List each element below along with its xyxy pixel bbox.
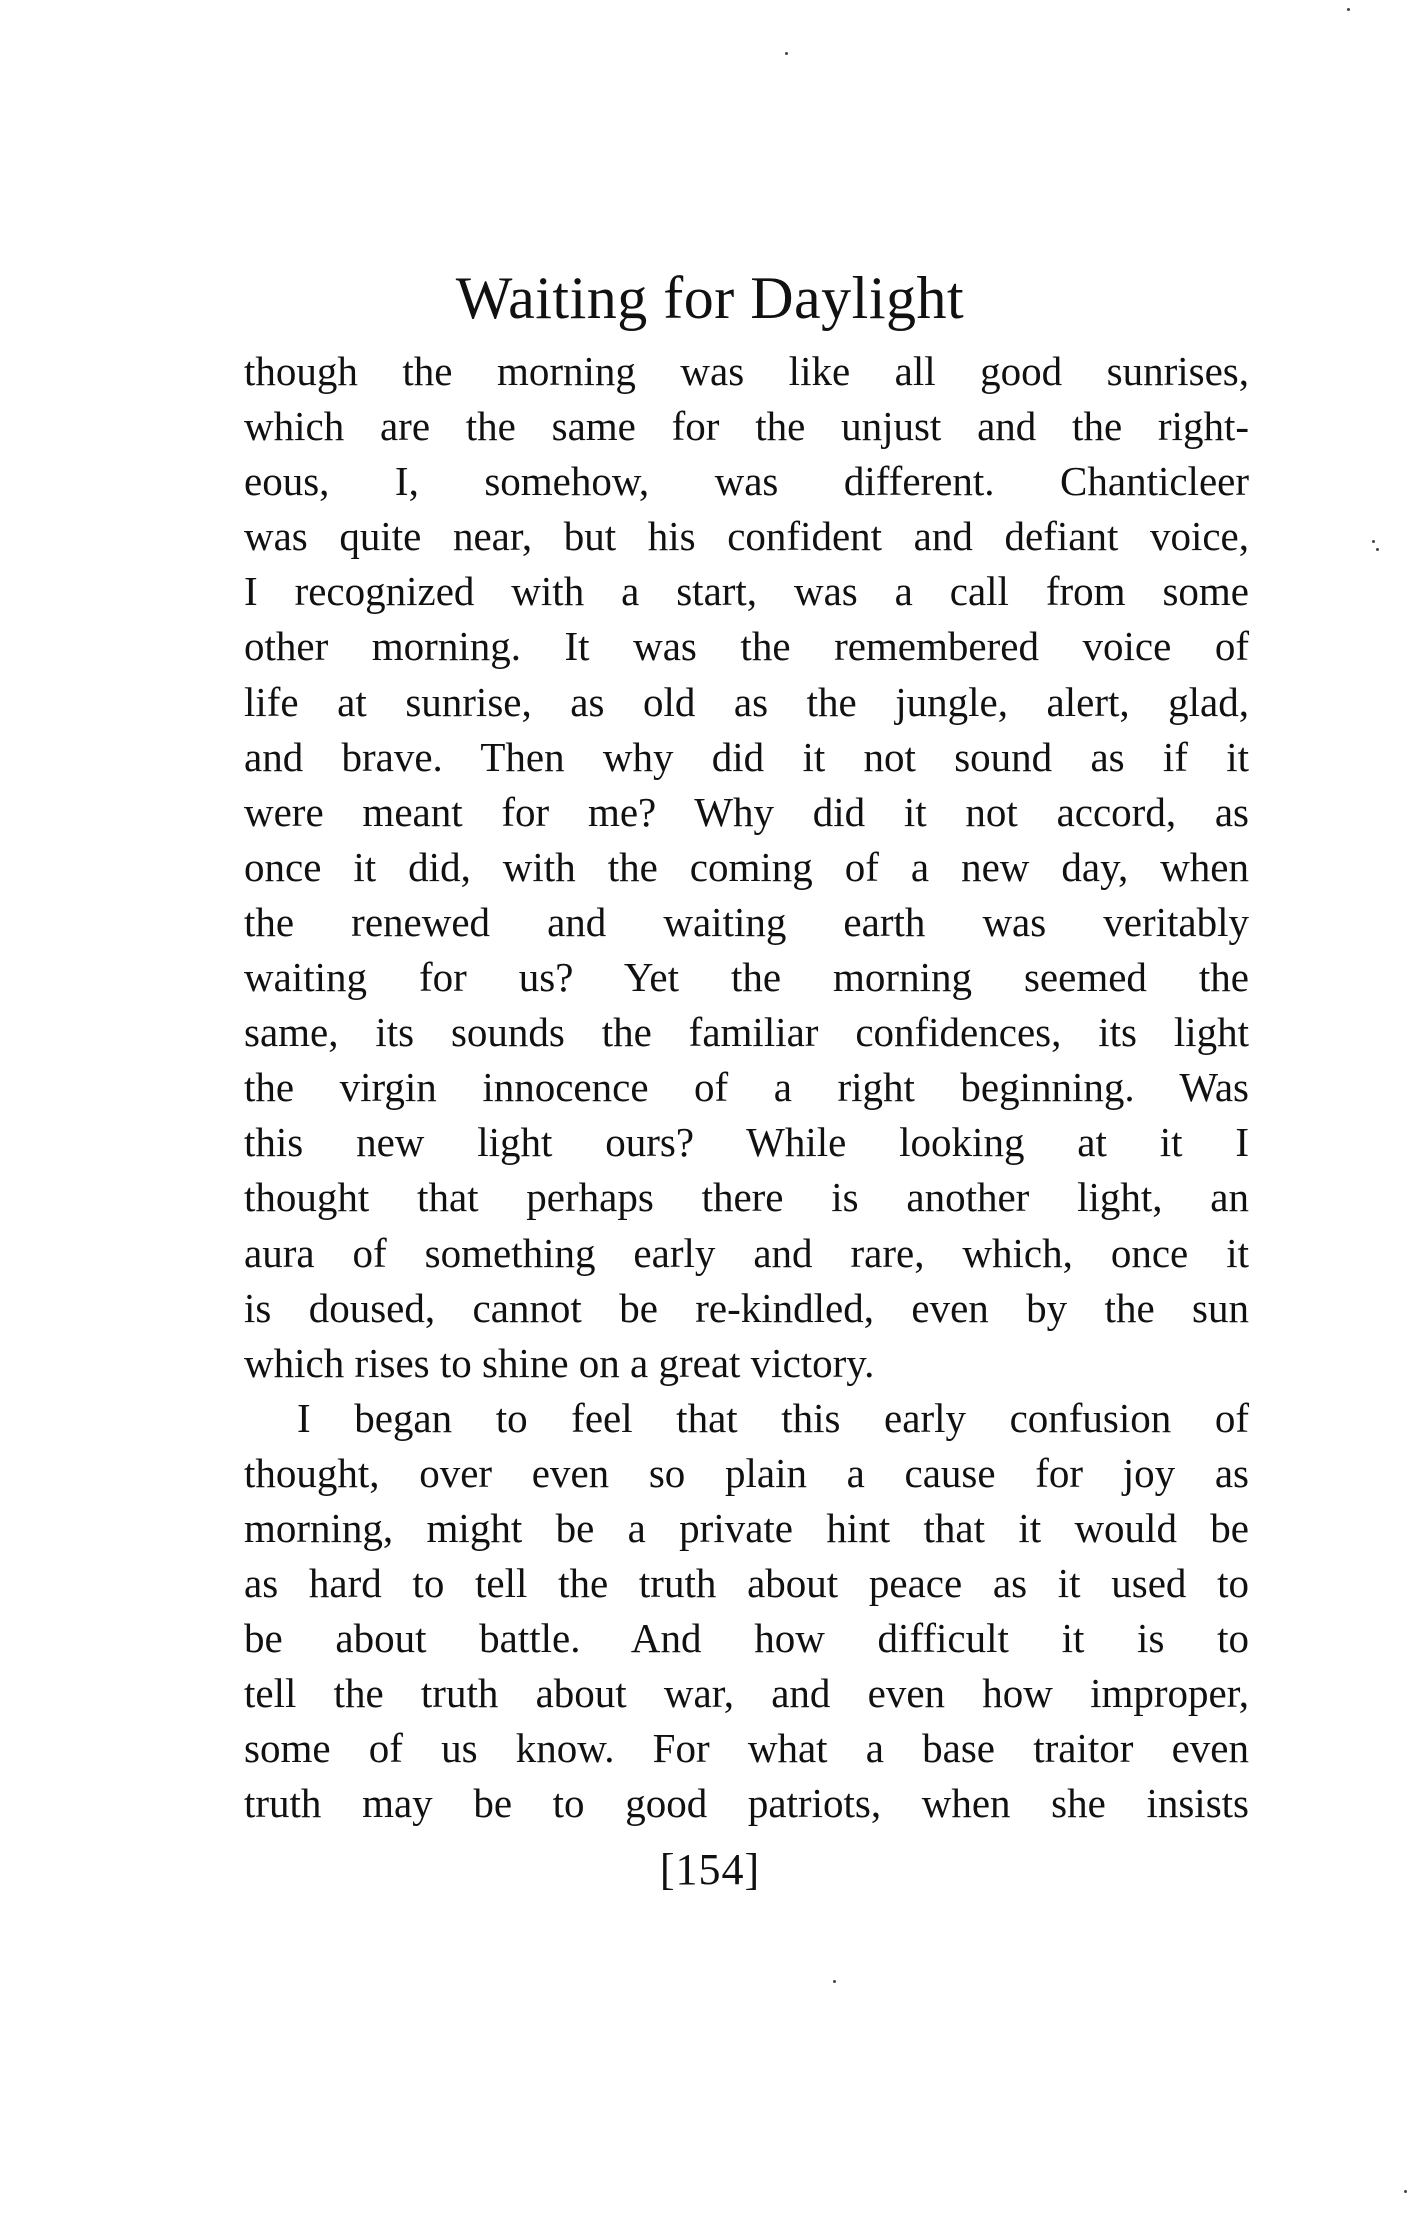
text-line: was quite near, but his confident and defiant voice, <box>244 513 1249 560</box>
text-line: eous, I, somehow, was different. Chanticleer <box>244 458 1249 505</box>
scan-speck <box>1372 540 1375 543</box>
text-line: morning, might be a private hint that it would be <box>244 1504 1249 1551</box>
running-head: Waiting for Daylight <box>455 265 965 331</box>
text-line: truth may be to good patriots, when she insists <box>244 1780 1249 1827</box>
text-line: other morning. It was the remembered voice of <box>244 623 1249 670</box>
scan-speck <box>1404 2190 1407 2193</box>
text-line: the virgin innocence of a right beginning. Was <box>244 1064 1249 1111</box>
scan-speck <box>785 52 788 55</box>
text-line: waiting for us? Yet the morning seemed the <box>244 954 1249 1001</box>
page-number: [154] <box>659 1845 761 1894</box>
text-line: some of us know. For what a base traitor even <box>244 1725 1249 1772</box>
text-line: this new light ours? While looking at it I <box>244 1119 1249 1166</box>
text-line: once it did, with the coming of a new day, when <box>244 843 1249 890</box>
text-line: same, its sounds the familiar confidences, its light <box>244 1009 1249 1056</box>
text-line: were meant for me? Why did it not accord, as <box>244 788 1249 835</box>
text-line: be about battle. And how difficult it is to <box>244 1615 1249 1662</box>
scan-speck <box>1376 548 1379 551</box>
text-line: is doused, cannot be re-kindled, even by the sun <box>244 1284 1249 1331</box>
text-line: thought, over even so plain a cause for joy as <box>244 1449 1249 1496</box>
body-text <box>244 344 1249 1832</box>
text-line: life at sunrise, as old as the jungle, alert, glad, <box>244 678 1249 725</box>
text-line: thought that perhaps there is another light, an <box>244 1174 1249 1221</box>
text-line: and brave. Then why did it not sound as if it <box>244 733 1249 780</box>
text-line: aura of something early and rare, which, once it <box>244 1229 1249 1276</box>
text-line: I began to feel that this early confusion of <box>297 1394 1249 1441</box>
text-line: as hard to tell the truth about peace as it used to <box>244 1560 1249 1607</box>
scan-speck <box>833 1980 836 1983</box>
scan-speck <box>1347 8 1350 11</box>
text-line: I recognized with a start, was a call from some <box>244 568 1249 615</box>
text-line: which rises to shine on a great victory. <box>244 1339 875 1386</box>
text-line: though the morning was like all good sunrises, <box>244 348 1249 394</box>
text-line: the renewed and waiting earth was veritably <box>244 898 1249 945</box>
text-line: tell the truth about war, and even how improper, <box>244 1670 1249 1717</box>
text-line: which are the same for the unjust and the right- <box>244 403 1249 450</box>
